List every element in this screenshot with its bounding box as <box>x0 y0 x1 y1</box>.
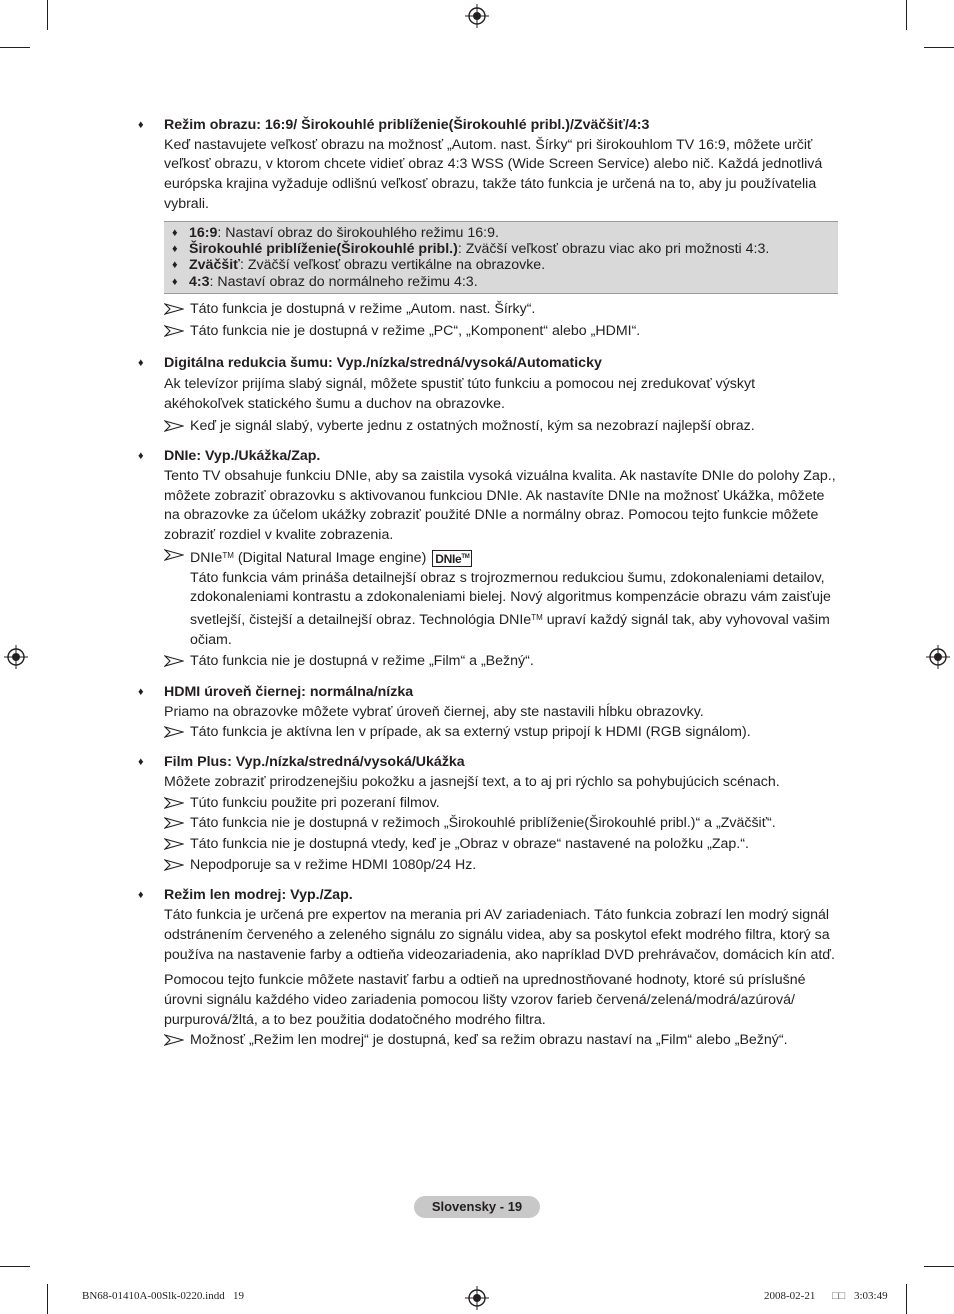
crop-mark <box>47 0 48 30</box>
note-arrow-icon <box>164 817 184 829</box>
page-number-badge: Slovensky - 19 <box>414 1196 540 1218</box>
note-arrow-icon <box>164 726 184 738</box>
section-paragraph: Keď nastavujete veľkosť obrazu na možnosť „Autom. nast. Šírky“ pri širokouhlom TV 16:9, môžete určiť veľkosť obrazu, v ktorom chcete vidieť obraz 4:3 WSS (Wide Screen Service) alebo nič. Každá jednotlivá európska krajina vyžaduje odlišnú veľkosť obrazu, takže táto funkcia je určená na to, aby ju používatelia vybrali. <box>164 136 823 212</box>
note <box>164 417 838 437</box>
note-text: Táto funkcia nie je dostupná vtedy, keď je „Obraz v obraze“ nastavené na položku „Zap.“. <box>190 836 749 853</box>
option-item <box>172 225 838 241</box>
page-content <box>138 116 838 1051</box>
dnie-logo <box>432 550 472 567</box>
bullet-icon: ♦ <box>172 259 178 272</box>
slug-filename: BN68-01410A-00Slk-0220.indd 19 <box>82 1290 244 1302</box>
note <box>164 322 838 342</box>
section-paragraph: Táto funkcia je určená pre expertov na merania pri AV zariadeniach. Táto funkcia zobrazí len modrý signál odstránením červeného a zeleného signálu zo signálu videa, aby sa poskytol efekt modrého filtra, ktorý sa používa na nastavenie farby a odtieňa videozariadenia, ako napríklad DVD prehrávačov, domácich kín atď. <box>164 907 835 963</box>
option-term: Širokouhlé priblíženie(Širokouhlé pribl.) <box>189 240 458 257</box>
crop-mark <box>906 0 907 30</box>
slug-date: 2008-02-21 <box>764 1290 816 1302</box>
bullet-icon: ♦ <box>172 275 178 288</box>
crop-mark <box>924 47 954 48</box>
option-term: 4:3 <box>189 273 210 290</box>
note <box>164 835 838 855</box>
note-arrow-icon <box>164 549 184 561</box>
note-text: Táto funkcia je aktívna len v prípade, ak sa externý vstup pripojí k HDMI (RGB signálom). <box>190 723 751 740</box>
bullet-icon: ♦ <box>138 686 144 699</box>
crop-mark <box>924 1266 954 1267</box>
section-paragraph: Tento TV obsahuje funkciu DNIe, aby sa zaistila vysoká vizuálna kvalita. Ak nastavíte DNIe do polohy Zap., môžete zobraziť obrazovku s aktivovanou funkciou DNIe. Ak nastavíte DNIe na možnosť Ukážka, môžete na obrazovke za účelom ukážky zobraziť použité DNIe a normálny obraz. Pomocou tejto funkcie môžete zobraziť rozdiel v kvalite zobrazenia. <box>164 468 836 544</box>
section-noise-reduction <box>138 354 838 437</box>
option-desc: : Zväčší veľkosť obrazu vertikálne na obrazovke. <box>239 257 546 274</box>
option-term: 16:9 <box>189 224 218 241</box>
bullet-icon: ♦ <box>172 242 178 255</box>
section-paragraph: Priamo na obrazovke môžete vybrať úroveň čiernej, aby ste nastavili hĺbku obrazovky. <box>164 703 704 720</box>
note <box>164 652 838 672</box>
section-heading: Režim len modrej: Vyp./Zap. <box>164 887 353 904</box>
section-heading: HDMI úroveň čiernej: normálna/nízka <box>164 684 414 701</box>
dnie-body: Táto funkcia vám prináša detailnejší obraz s trojrozmernou redukciou šumu, zdokonaleniami detailov, zdokonaleniami kontrastu a zdokonaleniami bielej. Nový algoritmus kompenzácie obrazu vám zaisťuje svetlejší, čistejší a detailnejší obraz. Technológia DNIe <box>190 569 831 628</box>
dnie-lead-rest: (Digital Natural Image engine) <box>233 549 431 566</box>
registration-mark-icon <box>926 645 950 669</box>
option-item <box>172 257 838 273</box>
registration-mark-icon <box>465 1286 489 1310</box>
note-arrow-icon <box>164 797 184 809</box>
crop-mark <box>0 1266 30 1267</box>
section-paragraph: Pomocou tejto funkcie môžete nastaviť farbu a odtieň na uprednostňované hodnoty, ktoré sú príslušné úrovni signálu každého video zariadenia pomocou lišty vzorov farieb červená/zelená/modrá/azúrová/ purpurová/žltá, a to bez použitia dodatočného modrého filtra. <box>164 972 806 1028</box>
dnie-body-end: upraví každý signál tak, aby vyhovoval vašim očiam. <box>190 611 830 648</box>
section-hdmi-black <box>138 683 838 742</box>
slug-garbled-text: □□ <box>832 1290 846 1302</box>
options-box <box>164 221 838 295</box>
note-arrow-icon <box>164 859 184 871</box>
crop-mark <box>0 47 30 48</box>
section-blue-only <box>138 886 838 1051</box>
bullet-icon: ♦ <box>138 450 144 463</box>
crop-mark <box>906 1284 907 1314</box>
crop-mark <box>47 1284 48 1314</box>
bullet-icon: ♦ <box>138 889 144 902</box>
bullet-icon: ♦ <box>138 119 144 131</box>
note <box>164 723 838 743</box>
note-text: Táto funkcia nie je dostupná v režime „PC“, „Komponent“ alebo „HDMI“. <box>190 322 641 339</box>
bullet-icon: ♦ <box>138 756 144 769</box>
section-picture-size <box>138 116 838 215</box>
section-heading: DNIe: Vyp./Ukážka/Zap. <box>164 448 321 465</box>
dnie-logo-tm: TM <box>461 553 470 560</box>
note-arrow-icon <box>164 655 184 667</box>
option-desc: : Nastaví obraz do normálneho režimu 4:3. <box>209 273 478 290</box>
note <box>164 546 838 651</box>
dnie-lead: DNIe <box>190 549 223 566</box>
option-desc: : Nastaví obraz do širokouhlého režimu 16:9. <box>217 224 499 241</box>
note-text: Táto funkcia nie je dostupná v režime „Film“ a „Bežný“. <box>190 653 534 670</box>
note-text: Túto funkciu použite pri pozeraní filmov. <box>190 794 440 811</box>
note <box>164 814 838 834</box>
section-paragraph: Môžete zobraziť prirodzenejšiu pokožku a jasnejší text, a to aj pri rýchlo sa pohybujúcich scénach. <box>164 773 780 790</box>
registration-mark-icon <box>465 4 489 28</box>
slug-time: 3:03:49 <box>854 1290 888 1302</box>
note <box>164 794 838 814</box>
trademark-mark: TM <box>531 612 543 622</box>
note-arrow-icon <box>164 325 184 337</box>
section-heading: Digitálna redukcia šumu: Vyp./nízka/stredná/vysoká/Automaticky <box>164 354 602 371</box>
option-item <box>172 241 838 257</box>
section-paragraph: Ak televízor prijíma slabý signál, môžete spustiť túto funkciu a pomocou nej zredukovať výskyt akéhokoľvek statického šumu a duchov na obrazovke. <box>164 376 756 412</box>
trademark-mark: TM <box>222 550 234 560</box>
note-arrow-icon <box>164 838 184 850</box>
option-desc: : Zväčší veľkosť obrazu viac ako pri možnosti 4:3. <box>457 240 770 257</box>
section-heading: Film Plus: Vyp./nízka/stredná/vysoká/Ukážka <box>164 754 465 771</box>
section-film-plus <box>138 753 838 875</box>
dnie-logo-text: DNIe <box>435 551 462 566</box>
bullet-icon: ♦ <box>138 356 144 369</box>
note <box>164 856 838 876</box>
registration-mark-icon <box>4 645 28 669</box>
note-arrow-icon <box>164 303 184 315</box>
note-arrow-icon <box>164 1034 184 1046</box>
section-heading: Režim obrazu: 16:9/ Širokouhlé priblíženie(Širokouhlé pribl.)/Zväčšiť/4:3 <box>164 117 650 133</box>
note-text: Nepodporuje sa v režime HDMI 1080p/24 Hz. <box>190 856 477 873</box>
note-text: Táto funkcia je dostupná v režime „Autom. nast. Šírky“. <box>190 301 536 318</box>
bullet-icon: ♦ <box>172 226 178 239</box>
note <box>164 300 838 320</box>
option-term: Zväčšiť <box>189 257 240 274</box>
section-dnie <box>138 447 838 672</box>
note <box>164 1031 838 1051</box>
note-text: Možnosť „Režim len modrej“ je dostupná, keď sa režim obrazu nastaví na „Film“ alebo „Bežný“. <box>190 1032 788 1049</box>
note-arrow-icon <box>164 420 184 432</box>
option-item <box>172 274 838 290</box>
note-text: Keď je signál slabý, vyberte jednu z ostatných možností, kým sa nezobrazí najlepší obraz. <box>190 417 755 434</box>
note-text: Táto funkcia nie je dostupná v režimoch „Širokouhlé priblíženie(Širokouhlé pribl.)“ a „Zväčšiť“. <box>190 815 776 832</box>
